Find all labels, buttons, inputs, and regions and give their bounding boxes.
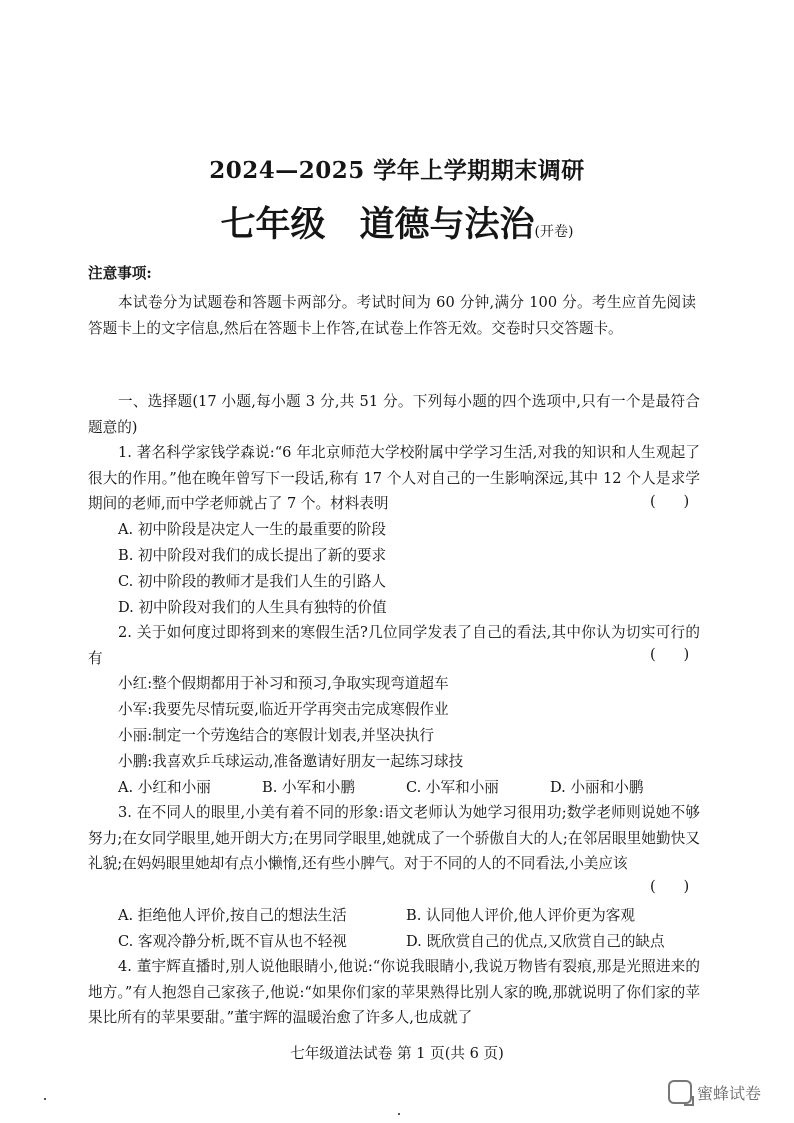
page-footer: 七年级道法试卷 第 1 页(共 6 页): [290, 1045, 504, 1062]
question-3-answer-paren: ( ): [650, 878, 690, 895]
question-2-statement-4: 小鹏:我喜欢乒乓球运动,准备邀请好朋友一起练习球技: [118, 753, 464, 770]
question-2-stem: 2. 关于如何度过即将到来的寒假生活?几位同学发表了自己的看法,其中你认为切实可行的有: [88, 624, 700, 667]
question-3-option-b: B. 认同他人评价,他人评价更为客观: [406, 907, 635, 924]
question-3-stem: 3. 在不同人的眼里,小美有着不同的形象:语文老师认为她学习很用功;数学老师则说她不够努力;在女同学眼里,她开朗大方;在男同学眼里,她就成了一个骄傲自大的人;在邻居眼里她勤快又礼貌;在妈妈眼里她却有点小懒惰,还有些小脾气。对于不同的人的不同看法,小美应该: [88, 804, 700, 873]
question-3-option-d: D. 既欣赏自己的优点,又欣赏自己的缺点: [406, 933, 665, 950]
exam-title: 2024—2025 学年上学期期末调研: [209, 157, 585, 184]
question-1-answer-paren: ( ): [650, 493, 690, 510]
question-1-option-d: D. 初中阶段对我们的人生具有独特的价值: [118, 599, 387, 616]
question-2-statement-3: 小丽:制定一个劳逸结合的寒假计划表,并坚决执行: [118, 727, 435, 744]
question-2-statement-1: 小红:整个假期都用于补习和预习,争取实现弯道超车: [118, 675, 449, 692]
question-3-option-a: A. 拒绝他人评价,按自己的想法生活: [118, 907, 347, 924]
question-2-option-b: B. 小军和小鹏: [262, 779, 355, 796]
watermark: [668, 1080, 761, 1104]
section-heading: 一、选择题(17 小题,每小题 3 分,共 51 分。下列每小题的四个选项中,只有一个是最符合题意的): [88, 393, 700, 436]
question-2-option-c: C. 小军和小丽: [406, 779, 499, 796]
question-1-option-c: C. 初中阶段的教师才是我们人生的引路人: [118, 573, 387, 590]
question-3-option-c: C. 客观冷静分析,既不盲从也不轻视: [118, 933, 347, 950]
question-1-stem: 1. 著名科学家钱学森说:“6 年北京师范大学校附属中学学习生活,对我的知识和人生观起了很大的作用。”他在晚年曾写下一段话,称有 17 个人对自己的一生影响深远,其中 12 个人是求学期间的老师,而中学老师就占了 7 个。材料表明: [88, 444, 700, 513]
search-q-logo-icon: [668, 1080, 692, 1104]
question-2-answer-paren: ( ): [650, 646, 690, 663]
subject-label: 道德与法治: [359, 204, 535, 245]
question-2-statement-2: 小军:我要先尽情玩耍,临近开学再突击完成寒假作业: [118, 701, 449, 718]
question-2-option-a: A. 小红和小丽: [118, 779, 211, 796]
scan-speck: [398, 1113, 400, 1115]
question-2-option-d: D. 小丽和小鹏: [550, 779, 644, 796]
exam-mode: (开卷): [534, 224, 574, 240]
question-4-stem: 4. 董宇辉直播时,别人说他眼睛小,他说:“你说我眼睛小,我说万物皆有裂痕,那是光照进来的地方。”有人抱怨自己家孩子,他说:“如果你们家的苹果熟得比别人家的晚,那就说明了你们家的苹果比所有的苹果要甜。”董宇辉的温暖治愈了许多人,也成就了: [88, 958, 700, 1027]
scan-speck: [44, 1098, 46, 1100]
watermark-text: 蜜蜂试卷: [697, 1083, 762, 1103]
grade-label: 七年级: [220, 204, 326, 245]
notes-heading: 注意事项:: [88, 265, 152, 282]
exam-subtitle: [0, 197, 794, 247]
question-1-option-a: A. 初中阶段是决定人一生的最重要的阶段: [118, 521, 386, 538]
notes-text: 本试卷分为试题卷和答题卡两部分。考试时间为 60 分钟,满分 100 分。考生应首先阅读答题卡上的文字信息,然后在答题卡上作答,在试卷上作答无效。交卷时只交答题卡。: [88, 294, 696, 337]
question-1-option-b: B. 初中阶段对我们的成长提出了新的要求: [118, 547, 387, 564]
